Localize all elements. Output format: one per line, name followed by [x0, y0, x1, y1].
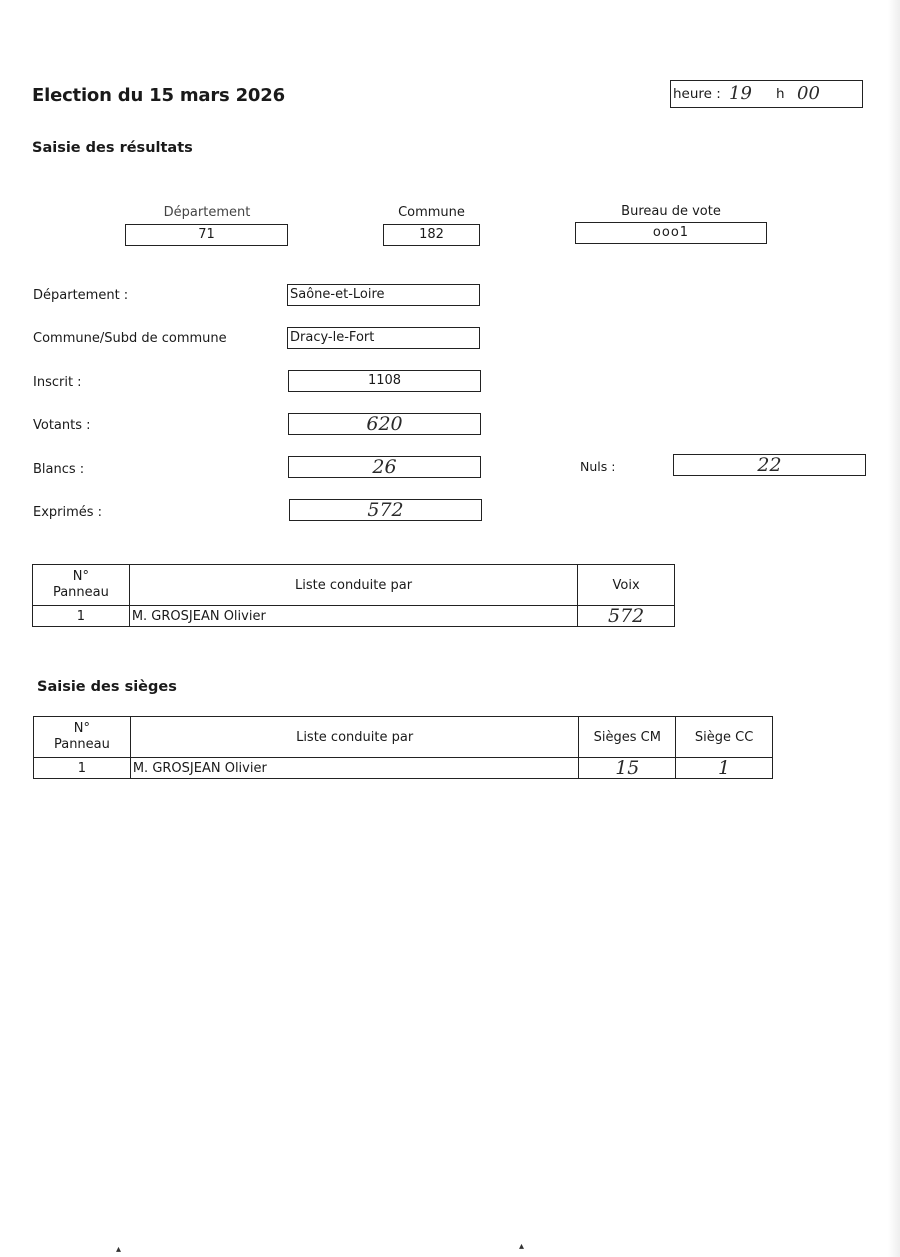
code-bureau-label: Bureau de vote: [621, 204, 721, 219]
seats-row-liste: M. GROSJEAN Olivier: [130, 758, 579, 779]
seats-col-num-line2: Panneau: [53, 737, 110, 752]
page-title: Election du 15 mars 2026: [32, 85, 285, 106]
heure-box: [670, 80, 863, 108]
code-departement-label: Département: [163, 205, 251, 220]
scan-mark-center: ▴: [519, 1241, 525, 1252]
nuls-label: Nuls :: [580, 459, 616, 474]
col-sieges-cm-header: Sièges CM: [579, 717, 676, 758]
seats-row-sieges-cm[interactable]: 15: [579, 758, 676, 779]
row-num: 1: [33, 606, 130, 627]
heure-h-label: h: [776, 86, 785, 102]
seats-col-num-line1: N°: [73, 721, 91, 736]
code-bureau-field[interactable]: ooo1: [575, 222, 767, 244]
seats-col-num-header: [34, 717, 131, 758]
table-row: [34, 758, 773, 779]
col-num-line2: Panneau: [52, 585, 109, 600]
seats-table-header: [34, 717, 773, 758]
departement-field[interactable]: Saône-et-Loire: [287, 284, 480, 306]
commune-field[interactable]: Dracy-le-Fort: [287, 327, 480, 349]
commune-label: Commune/Subd de commune: [33, 331, 227, 346]
heure-value[interactable]: 19: [729, 83, 752, 104]
row-liste: M. GROSJEAN Olivier: [129, 606, 577, 627]
code-commune-field[interactable]: 182: [383, 224, 480, 246]
votants-label: Votants :: [33, 418, 91, 433]
col-liste-header: Liste conduite par: [129, 565, 577, 606]
col-num-header: [33, 565, 130, 606]
votants-field[interactable]: 620: [288, 413, 481, 435]
code-commune-label: Commune: [398, 205, 465, 220]
page-edge-shadow: [888, 0, 900, 1257]
nuls-field[interactable]: 22: [673, 454, 866, 476]
row-voix[interactable]: 572: [578, 606, 675, 627]
blancs-field[interactable]: 26: [288, 456, 481, 478]
seats-row-num: 1: [34, 758, 131, 779]
seats-row-siege-cc[interactable]: 1: [676, 758, 773, 779]
departement-label: Département :: [33, 288, 129, 303]
inscrits-label: Inscrit :: [33, 375, 82, 390]
minutes-value[interactable]: 00: [797, 83, 820, 104]
inscrits-field[interactable]: 1108: [288, 370, 481, 392]
results-section-title: Saisie des résultats: [32, 140, 193, 156]
col-siege-cc-header: Siège CC: [676, 717, 773, 758]
col-voix-header: Voix: [578, 565, 675, 606]
scan-mark-left: ▴: [116, 1244, 122, 1255]
code-departement-field[interactable]: 71: [125, 224, 288, 246]
exprimes-label: Exprimés :: [33, 505, 103, 520]
exprimes-field[interactable]: 572: [289, 499, 482, 521]
col-num-line1: N°: [72, 569, 90, 584]
seats-col-liste-header: Liste conduite par: [130, 717, 579, 758]
heure-label: heure :: [673, 86, 721, 102]
blancs-label: Blancs :: [33, 462, 85, 477]
results-table-header: [33, 565, 675, 606]
results-table: [32, 564, 675, 627]
seats-section-title: Saisie des sièges: [37, 679, 177, 695]
table-row: [33, 606, 675, 627]
seats-table: [33, 716, 773, 779]
